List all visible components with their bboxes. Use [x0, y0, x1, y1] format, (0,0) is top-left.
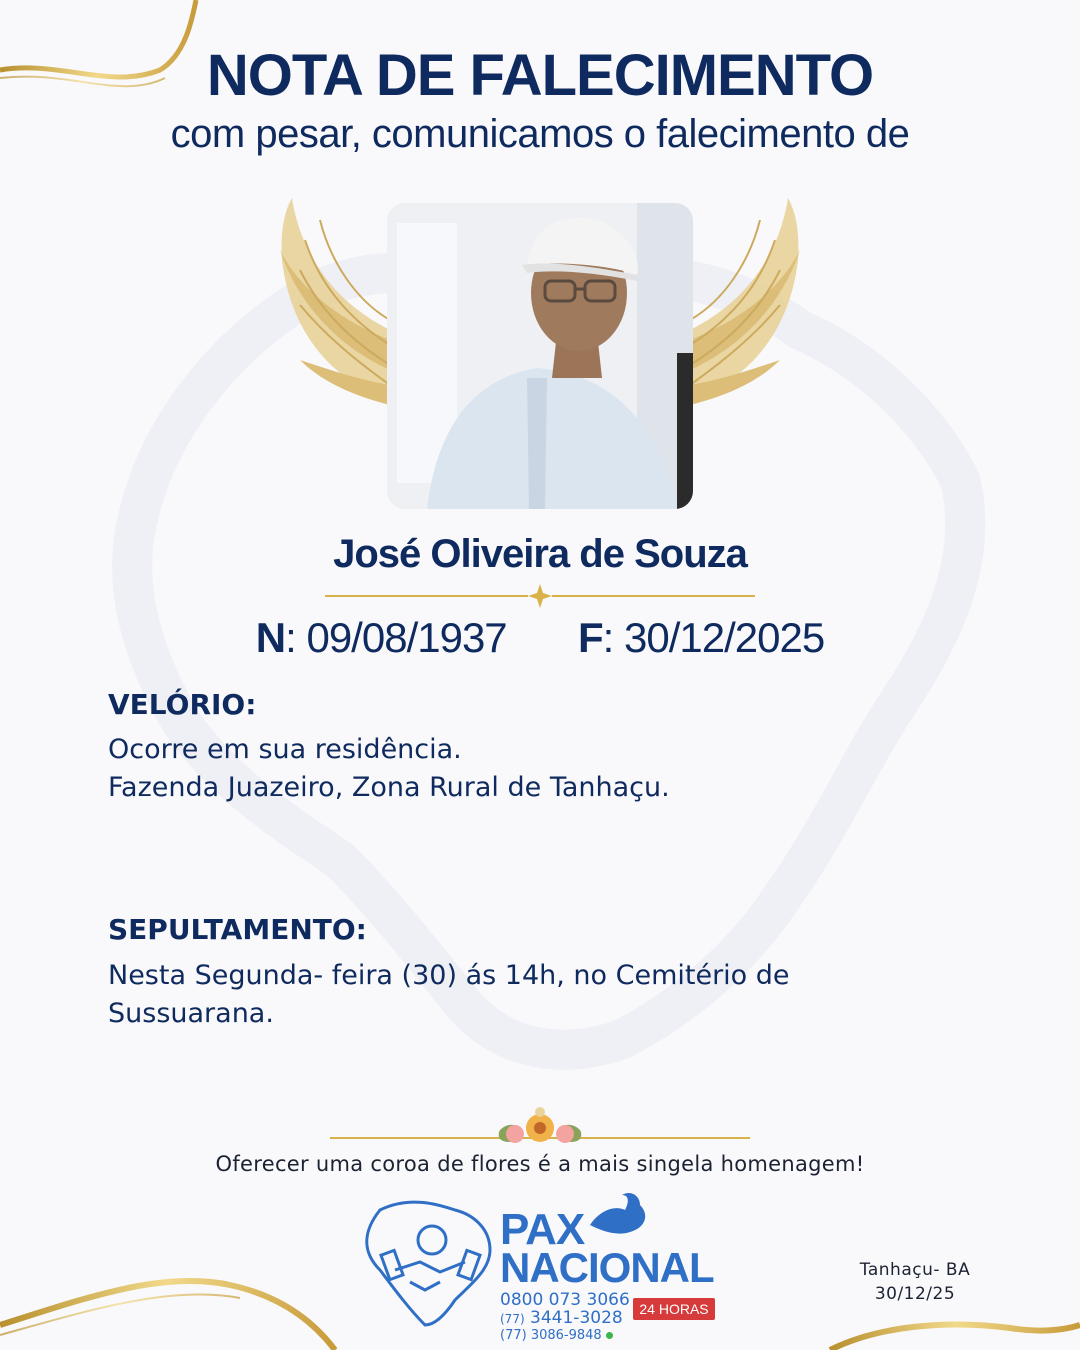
publish-date: 30/12/25 — [874, 1284, 956, 1304]
phone-whatsapp — [500, 1329, 613, 1342]
flower-icon — [499, 1107, 582, 1143]
pax-logo-emblem-icon — [367, 1202, 490, 1325]
brand-name-line-1: PAX — [500, 1205, 585, 1254]
gold-swoosh-bottom-left — [0, 1281, 335, 1350]
phone-tollfree: 0800 073 3066 — [500, 1290, 630, 1310]
phone-landline-number: 3441-3028 — [530, 1308, 623, 1328]
death-date: : 30/12/2025 — [602, 614, 825, 661]
velorio-line-1: Ocorre em sua residência. — [108, 734, 462, 765]
name-divider — [325, 584, 755, 608]
left-wing-icon — [280, 198, 390, 405]
24h-badge: 24 HORAS — [633, 1298, 715, 1320]
sepultamento-line-1: Nesta Segunda- feira (30) ás 14h, no Cemitério de — [108, 960, 790, 991]
birth-label: N — [255, 614, 286, 661]
portrait-photo — [387, 203, 693, 509]
velorio-text — [108, 731, 868, 807]
velorio-heading: VELÓRIO: — [108, 688, 257, 721]
phone-landline — [500, 1310, 623, 1327]
life-dates — [0, 614, 1080, 662]
flower-divider — [330, 1107, 750, 1143]
phone-whatsapp-number: 3086-9848 — [530, 1328, 602, 1343]
whatsapp-icon — [606, 1332, 613, 1339]
phone-whatsapp-area: (77) — [500, 1328, 527, 1343]
dove-icon — [590, 1193, 645, 1234]
sparkle-icon — [528, 584, 552, 608]
sepultamento-text — [108, 957, 868, 1033]
brand-name-line-2: NACIONAL — [500, 1244, 714, 1291]
gold-swoosh-bottom-right — [830, 1324, 1080, 1350]
sepultamento-heading: SEPULTAMENTO: — [108, 913, 367, 946]
death-label: F — [578, 614, 603, 661]
deceased-name: José Oliveira de Souza — [333, 532, 747, 576]
phone-landline-area: (77) — [500, 1312, 525, 1326]
page-title: NOTA DE FALECIMENTO — [206, 43, 874, 108]
page-subtitle: com pesar, comunicamos o falecimento de — [170, 112, 910, 156]
birth-date: : 09/08/1937 — [285, 614, 507, 661]
sepultamento-line-2: Sussuarana. — [108, 998, 274, 1029]
location-text: Tanhaçu- BA — [859, 1260, 971, 1280]
tribute-message: Oferecer uma coroa de flores é a mais singela homenagem! — [215, 1152, 865, 1176]
velorio-line-2: Fazenda Juazeiro, Zona Rural de Tanhaçu. — [108, 772, 670, 803]
